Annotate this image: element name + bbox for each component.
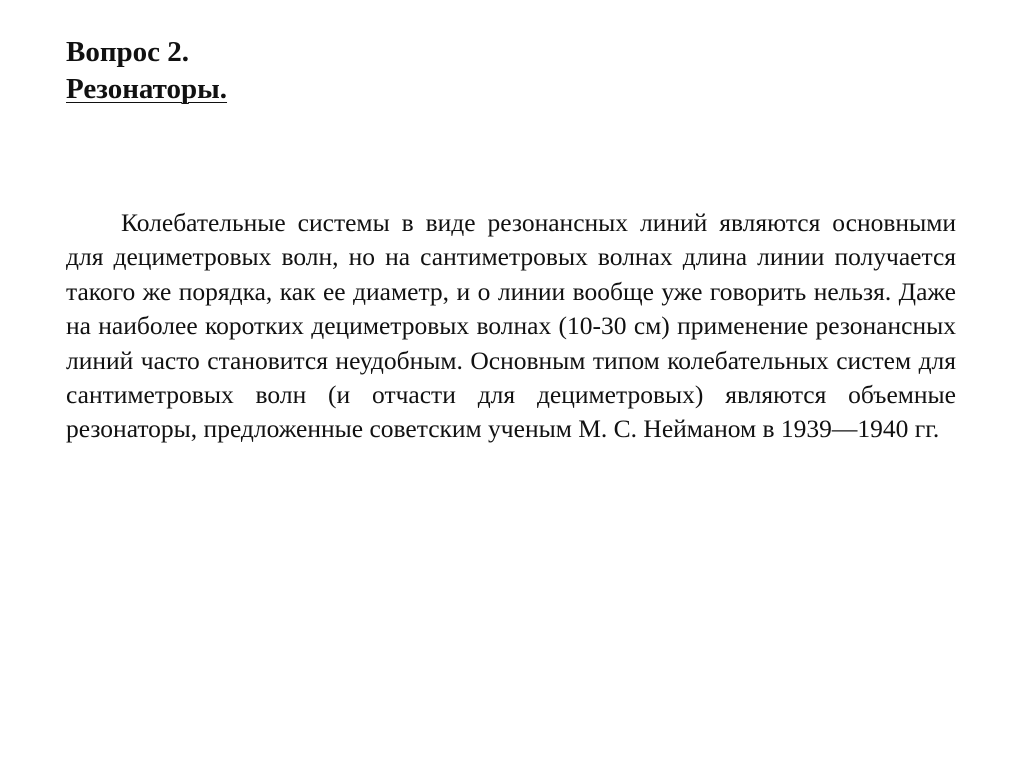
body-paragraph: Колебательные системы в виде резонансных линий являются основными для дециметровых волн, но на сантиметровых волнах длина линии получается такого же порядка, как ее диаметр, и о линии вообще уже говорить нельзя. Даже на наиболее коротких дециметровых волнах (10-30 см) применение резонансных линий часто становится неудобным. Основным типом колебательных систем для сантиметровых волн (и отчасти для дециметровых) являются объемные резонаторы, предложенные советским ученым М. С. Нейманом в 1939—1940 гг. bbox=[66, 208, 956, 444]
slide-heading bbox=[66, 33, 666, 107]
question-title: Вопрос 2. bbox=[66, 36, 190, 68]
question-subtitle: Резонаторы. bbox=[66, 73, 228, 105]
